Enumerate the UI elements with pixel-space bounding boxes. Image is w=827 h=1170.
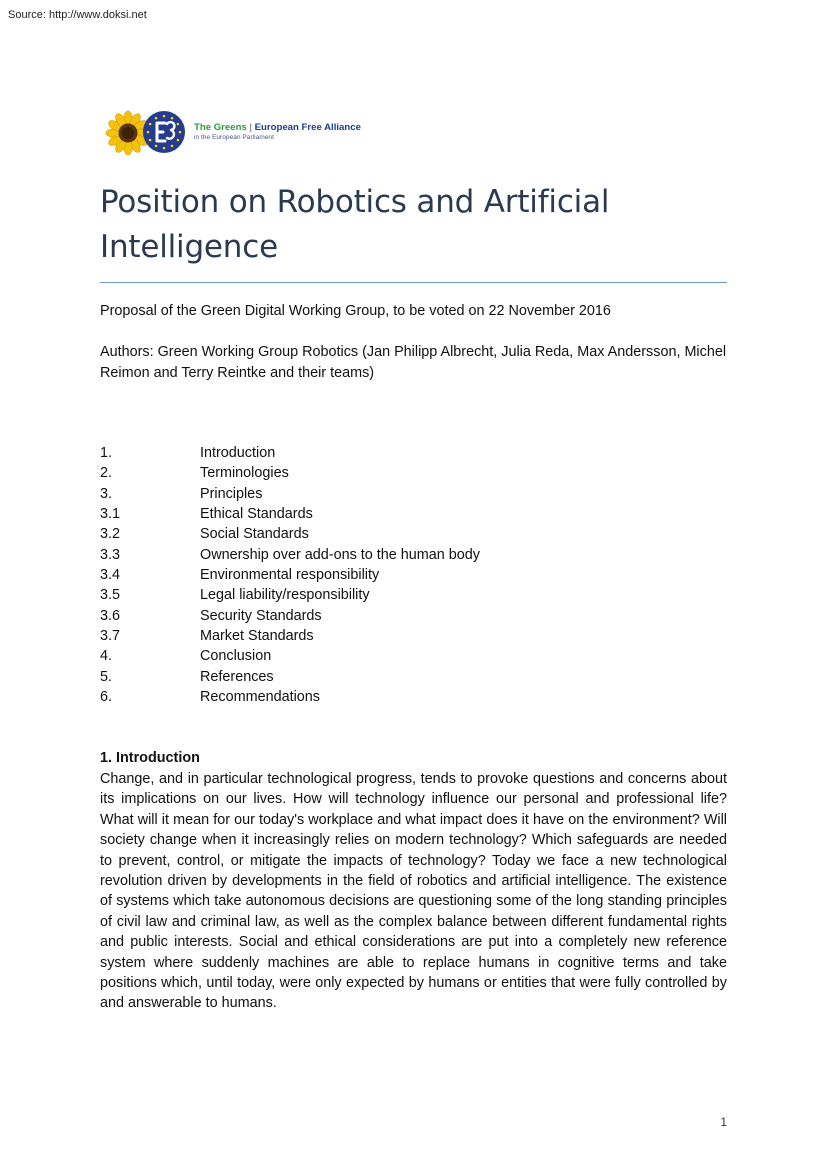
toc-number: 3.1 [100, 505, 121, 522]
toc-item [100, 443, 727, 463]
logo-efa-text: European Free Alliance [254, 121, 361, 133]
toc-label: Introduction [200, 445, 276, 461]
toc-item [100, 626, 727, 646]
toc-label: Recommendations [200, 688, 320, 705]
toc-label: Social Standards [200, 526, 309, 543]
toc-number: 6. [100, 688, 113, 705]
logo-subline: in the European Parliament [194, 133, 274, 141]
toc-item [100, 545, 727, 565]
toc-label: Conclusion [200, 648, 272, 665]
toc-label: Terminologies [200, 465, 289, 482]
toc-number: 3. [100, 485, 113, 502]
toc-item [100, 484, 727, 504]
toc-label: Market Standards [200, 627, 314, 644]
sunflower-eu-stars-icon [106, 108, 188, 156]
title-divider [100, 282, 727, 283]
toc-number: 3.2 [100, 526, 121, 543]
introduction-paragraph: Change, and in particular technological progress, tends to provoke questions and concerns about its implications on our lives. How will technology influence our personal and professional life? What will it mean for our today's workplace and what impact does it have on the environment? Will society change when it increasingly relies on modern technology? Which safeguards are needed to prevent, control, or mitigate the impacts of technology? Today we face a new technological revolution driven by developments in the field of robotics and artificial intelligence. The existence of systems which take autonomous decisions are questioning some of the long standing principles of civil law and criminal law, as well as the complex balance between different fundamental rights and public interests. Social and ethical considerations are put into a completely new reference system where suddenly machines are able to replace humans in cognitive terms and take positions which, until today, were only expected by humans or entities that were fully controlled by and answerable to humans. [100, 771, 727, 1012]
page-title: Position on Robotics and Artificial Intelligence [100, 184, 610, 265]
toc-item [100, 504, 727, 524]
toc-label: Ethical Standards [200, 505, 313, 522]
toc-number: 1. [100, 445, 113, 461]
toc-item [100, 585, 727, 605]
toc-number: 3.3 [100, 546, 121, 563]
toc-label: References [200, 668, 274, 685]
table-of-contents [100, 443, 727, 707]
toc-number: 4. [100, 648, 113, 665]
toc-item [100, 646, 727, 666]
authors-line: Authors: Green Working Group Robotics (Jan Philipp Albrecht, Julia Reda, Max Andersson, Michel Reimon and Terry Reintke and their teams) [100, 344, 727, 381]
toc-item [100, 606, 727, 626]
toc-item [100, 524, 727, 544]
toc-label: Security Standards [200, 607, 322, 624]
toc-number: 5. [100, 668, 113, 685]
proposal-line: Proposal of the Green Digital Working Group, to be voted on 22 November 2016 [100, 303, 611, 319]
toc-number: 3.7 [100, 627, 121, 644]
toc-label: Ownership over add-ons to the human body [200, 546, 480, 563]
toc-number: 3.4 [100, 566, 121, 583]
toc-item [100, 667, 727, 687]
logo-greens-text: The Greens [194, 121, 247, 133]
toc-number: 2. [100, 465, 113, 482]
section-heading-introduction: 1. Introduction [100, 750, 200, 766]
toc-number: 3.5 [100, 587, 121, 604]
toc-label: Environmental responsibility [200, 566, 380, 583]
toc-label: Principles [200, 485, 263, 502]
logo-separator: | [246, 121, 255, 133]
toc-item [100, 565, 727, 585]
toc-label: Legal liability/responsibility [200, 587, 370, 604]
toc-item [100, 687, 727, 707]
greens-efa-logo [106, 108, 361, 156]
source-label: Source: http://www.doksi.net [8, 9, 147, 21]
toc-number: 3.6 [100, 607, 121, 624]
toc-item [100, 463, 727, 483]
page-number: 1 [720, 1115, 727, 1129]
